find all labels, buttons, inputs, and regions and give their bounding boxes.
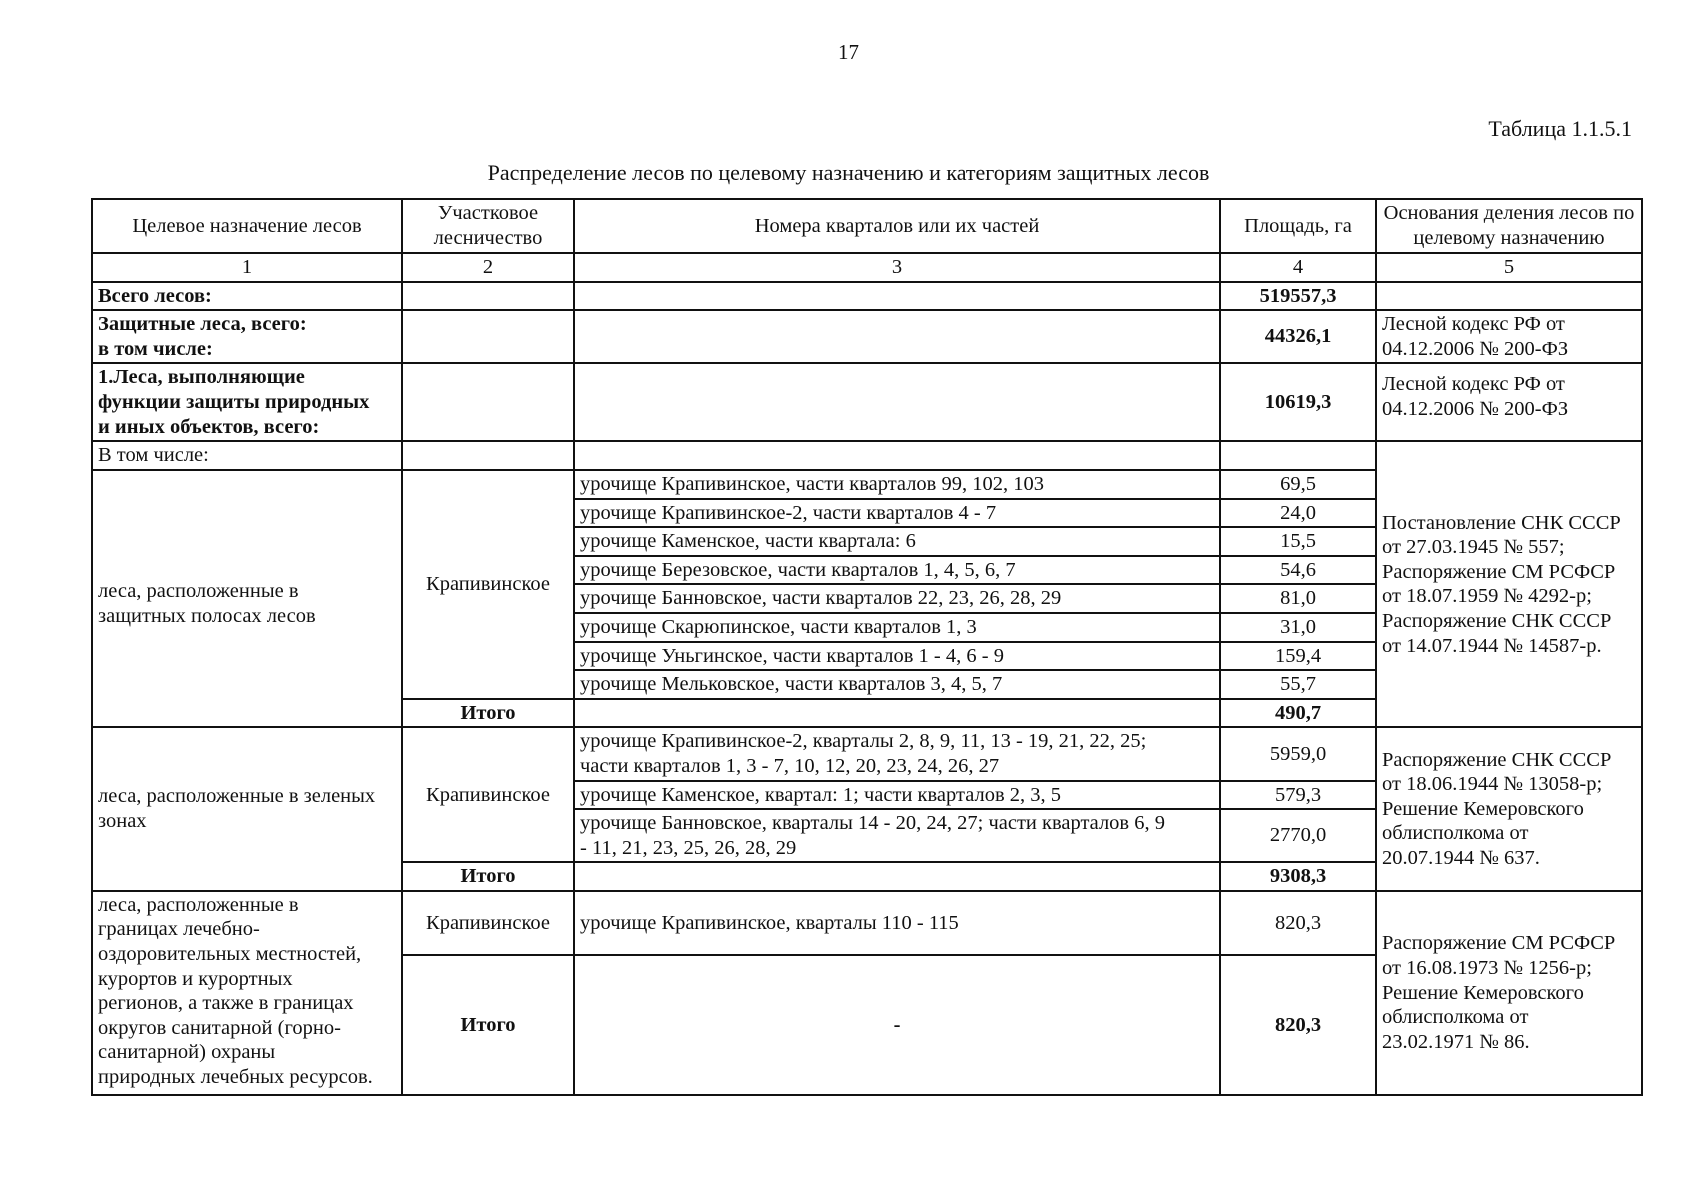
quarters-cell: урочище Крапивинское, части кварталов 99, 102, 103 <box>574 470 1220 499</box>
quarters-cell <box>574 727 1220 780</box>
column-number-row <box>92 253 1642 282</box>
label-line: Защитные леса, всего: <box>98 313 307 336</box>
empty-cell <box>574 862 1220 891</box>
column-number: 1 <box>92 253 402 282</box>
empty-cell <box>402 363 574 441</box>
basis-line: облисполкома от <box>1382 822 1529 845</box>
quarters-cell: урочище Березовское, части кварталов 1, 4, 5, 6, 7 <box>574 556 1220 585</box>
empty-cell <box>574 282 1220 311</box>
header-row <box>92 199 1642 253</box>
resort-total-quarters: - <box>574 955 1220 1095</box>
category1-area: 10619,3 <box>1220 363 1376 441</box>
empty-cell <box>574 310 1220 363</box>
label-line: курортов и курортных <box>98 967 293 990</box>
including-label: В том числе: <box>92 441 402 470</box>
protective-forests-area: 44326,1 <box>1220 310 1376 363</box>
basis-line: 20.07.1944 № 637. <box>1382 846 1540 869</box>
quarters-line: - 11, 21, 23, 25, 26, 28, 29 <box>580 836 797 859</box>
label-line: функции защиты природных <box>98 391 370 414</box>
basis-line: от 16.08.1973 № 1256-р; <box>1382 956 1592 979</box>
area-cell: 81,0 <box>1220 584 1376 613</box>
basis-line: облисполкома от <box>1382 1006 1529 1029</box>
resort-forestry: Крапивинское <box>402 891 574 955</box>
basis-line: от 14.07.1944 № 14587-р. <box>1382 634 1602 657</box>
basis-line: от 27.03.1945 № 557; <box>1382 536 1565 559</box>
header-quarters: Номера кварталов или их частей <box>574 199 1220 253</box>
column-number: 3 <box>574 253 1220 282</box>
basis-line: Распоряжение СНК СССР <box>1382 748 1612 771</box>
column-number: 4 <box>1220 253 1376 282</box>
area-cell: 24,0 <box>1220 499 1376 528</box>
basis-line: Решение Кемеровского <box>1382 981 1584 1004</box>
basis-line: Лесной кодекс РФ от <box>1382 373 1565 396</box>
strips-total-area: 490,7 <box>1220 699 1376 728</box>
quarters-line: урочище Банновское, кварталы 14 - 20, 24, 27; части кварталов 6, 9 <box>580 812 1165 835</box>
basis-line: Распоряжение СМ РСФСР <box>1382 932 1616 955</box>
resort-purpose <box>92 891 402 1095</box>
basis-line: от 18.06.1944 № 13058-р; <box>1382 773 1603 796</box>
quarters-cell: урочище Каменское, квартал: 1; части кварталов 2, 3, 5 <box>574 781 1220 810</box>
table-label: Таблица 1.1.5.1 <box>1488 116 1632 141</box>
label-line: леса, расположенные в зеленых <box>98 785 376 808</box>
empty-cell <box>1376 282 1642 311</box>
quarters-cell: урочище Скарюпинское, части кварталов 1, 3 <box>574 613 1220 642</box>
green-forestry: Крапивинское <box>402 727 574 862</box>
label-line: границах лечебно- <box>98 918 260 941</box>
green-total-area: 9308,3 <box>1220 862 1376 891</box>
resort-basis <box>1376 891 1642 1095</box>
total-forests-row <box>92 282 1642 311</box>
basis-line: от 18.07.1959 № 4292-р; <box>1382 585 1592 608</box>
including-row <box>92 441 1642 470</box>
basis-line: Решение Кемеровского <box>1382 797 1584 820</box>
header-basis: Основания деления лесов по целевому назначению <box>1376 199 1642 253</box>
total-forests-label: Всего лесов: <box>92 282 402 311</box>
protective-forests-label <box>92 310 402 363</box>
total-forests-area: 519557,3 <box>1220 282 1376 311</box>
label-line: зонах <box>98 809 147 832</box>
category1-row <box>92 363 1642 441</box>
basis-line: Лесной кодекс РФ от <box>1382 313 1565 336</box>
resort-row <box>92 891 1642 955</box>
quarters-cell: урочище Уньгинское, части кварталов 1 - 4, 6 - 9 <box>574 642 1220 671</box>
area-cell: 2770,0 <box>1220 809 1376 862</box>
area-cell: 15,5 <box>1220 527 1376 556</box>
quarters-cell: урочище Крапивинское-2, части кварталов 4 - 7 <box>574 499 1220 528</box>
strips-purpose <box>92 470 402 727</box>
basis-line: 04.12.2006 № 200-ФЗ <box>1382 337 1569 360</box>
quarters-cell: урочище Банновское, части кварталов 22, 23, 26, 28, 29 <box>574 584 1220 613</box>
area-cell: 54,6 <box>1220 556 1376 585</box>
resort-total-area: 820,3 <box>1220 955 1376 1095</box>
label-line: леса, расположенные в <box>98 893 299 916</box>
header-purpose: Целевое назначение лесов <box>92 199 402 253</box>
area-cell: 55,7 <box>1220 670 1376 699</box>
green-total-label: Итого <box>402 862 574 891</box>
label-line: оздоровительных местностей, <box>98 943 362 966</box>
empty-cell <box>402 310 574 363</box>
quarters-cell <box>574 809 1220 862</box>
green-purpose <box>92 727 402 891</box>
empty-cell <box>574 441 1220 470</box>
strips-forestry: Крапивинское <box>402 470 574 699</box>
area-cell: 5959,0 <box>1220 727 1376 780</box>
green-row <box>92 727 1642 780</box>
quarters-cell: урочище Мельковское, части кварталов 3, 4, 5, 7 <box>574 670 1220 699</box>
label-line: 1.Леса, выполняющие <box>98 366 305 389</box>
basis-line: Распоряжение СМ РСФСР <box>1382 560 1616 583</box>
label-line: в том числе: <box>98 337 213 360</box>
area-cell: 159,4 <box>1220 642 1376 671</box>
strips-total-label: Итого <box>402 699 574 728</box>
area-cell: 69,5 <box>1220 470 1376 499</box>
area-cell: 31,0 <box>1220 613 1376 642</box>
green-basis <box>1376 727 1642 891</box>
header-forestry: Участковое лесничество <box>402 199 574 253</box>
area-cell: 579,3 <box>1220 781 1376 810</box>
label-line: леса, расположенные в <box>98 579 299 602</box>
basis-line: Постановление СНК СССР <box>1382 511 1621 534</box>
empty-cell <box>402 441 574 470</box>
basis-line: 04.12.2006 № 200-ФЗ <box>1382 397 1569 420</box>
label-line: природных лечебных ресурсов. <box>98 1066 373 1089</box>
quarters-line: урочище Крапивинское-2, кварталы 2, 8, 9, 11, 13 - 19, 21, 22, 25; <box>580 730 1147 753</box>
resort-total-label: Итого <box>402 955 574 1095</box>
category1-basis <box>1376 363 1642 441</box>
quarters-cell: урочище Каменское, части квартала: 6 <box>574 527 1220 556</box>
strips-basis <box>1376 441 1642 727</box>
area-cell: 820,3 <box>1220 891 1376 955</box>
forest-distribution-table <box>91 198 1643 1096</box>
label-line: регионов, а также в границах <box>98 992 354 1015</box>
label-line: и иных объектов, всего: <box>98 415 320 438</box>
empty-cell <box>574 363 1220 441</box>
table-title: Распределение лесов по целевому назначению и категориям защитных лесов <box>487 160 1210 185</box>
basis-line: Распоряжение СНК СССР <box>1382 609 1612 632</box>
label-line: округов санитарной (горно- <box>98 1016 341 1039</box>
empty-cell <box>1220 441 1376 470</box>
protective-forests-basis <box>1376 310 1642 363</box>
column-number: 5 <box>1376 253 1642 282</box>
protective-forests-row <box>92 310 1642 363</box>
label-line: защитных полосах лесов <box>98 604 316 627</box>
label-line: санитарной) охраны <box>98 1041 276 1064</box>
quarters-line: части кварталов 1, 3 - 7, 10, 12, 20, 23, 24, 26, 27 <box>580 754 1000 777</box>
empty-cell <box>574 699 1220 728</box>
page-number: 17 <box>838 40 859 64</box>
column-number: 2 <box>402 253 574 282</box>
empty-cell <box>402 282 574 311</box>
quarters-cell: урочище Крапивинское, кварталы 110 - 115 <box>574 891 1220 955</box>
header-area: Площадь, га <box>1220 199 1376 253</box>
basis-line: 23.02.1971 № 86. <box>1382 1030 1530 1053</box>
category1-label <box>92 363 402 441</box>
